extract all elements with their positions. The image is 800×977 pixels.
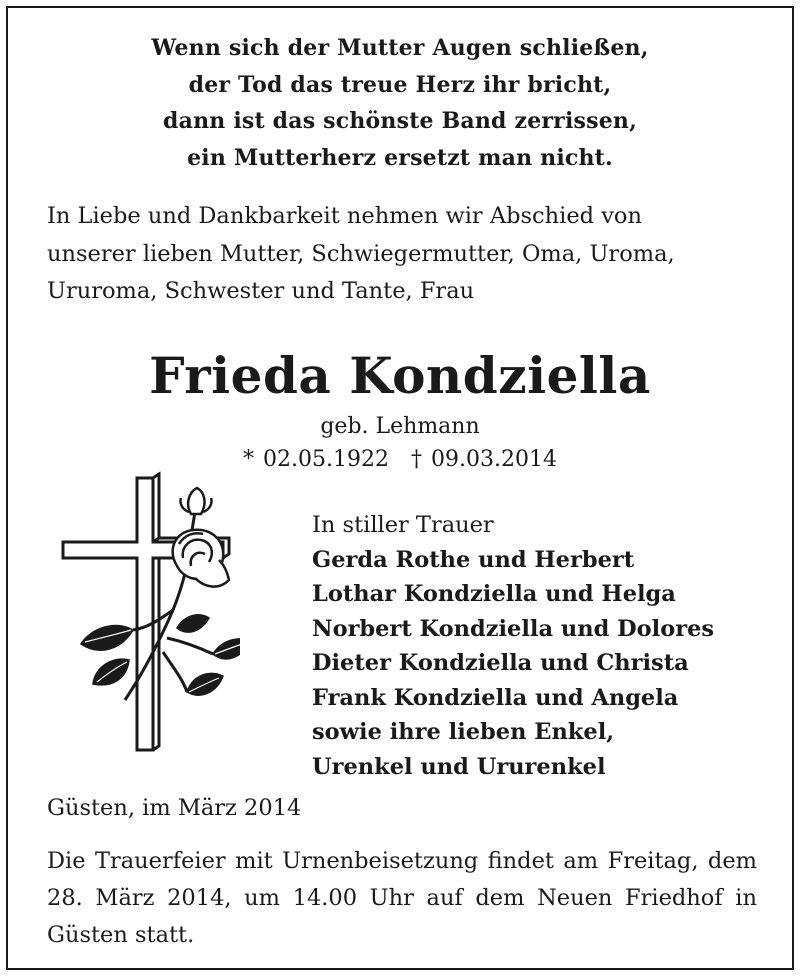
place-date: Güsten, im März 2014 (47, 795, 302, 821)
poem-line: ein Mutterherz ersetzt man nicht. (187, 144, 613, 171)
poem-line: Wenn sich der Mutter Augen schließen, (151, 35, 649, 61)
birth-date: * 02.05.1922 (243, 447, 389, 472)
poem-line: dann ist das schönste Band zerrissen, (163, 108, 637, 134)
mourner-line: Lothar Kondziella und Helga (312, 581, 676, 607)
poem (0, 30, 800, 176)
intro-line: In Liebe und Dankbarkeit nehmen wir Abschied von (47, 203, 642, 229)
poem-line: der Tod das treue Herz ihr bricht, (188, 71, 612, 98)
mourners-block (312, 508, 782, 784)
funeral-service-notice: Die Trauerfeier mit Urnenbeisetzung findet am Freitag, dem 28. März 2014, um 14.00 Uhr auf dem Neuen Friedhof in Güsten statt. (47, 848, 757, 948)
mourner-line: Gerda Rothe und Herbert (312, 546, 635, 573)
intro-text (47, 198, 757, 311)
mourner-line: sowie ihre lieben Enkel, (312, 719, 615, 745)
mourner-line: Dieter Kondziella und Christa (312, 650, 689, 676)
mourner-line: Urenkel und Ururenkel (312, 753, 606, 780)
intro-line: Ururoma, Schwester und Tante, Frau (47, 278, 475, 304)
mourner-line: Frank Kondziella und Angela (312, 684, 679, 711)
intro-line: unserer lieben Mutter, Schwiegermutter, Oma, Uroma, (47, 240, 675, 267)
death-date: † 09.03.2014 (411, 447, 557, 472)
mourning-phrase: In stiller Trauer (312, 512, 494, 538)
birth-name: geb. Lehmann (320, 414, 480, 439)
deceased-name: Frieda Kondziella (149, 346, 651, 405)
mourner-line: Norbert Kondziella und Dolores (312, 615, 715, 642)
cross-with-rose-icon (55, 470, 240, 760)
